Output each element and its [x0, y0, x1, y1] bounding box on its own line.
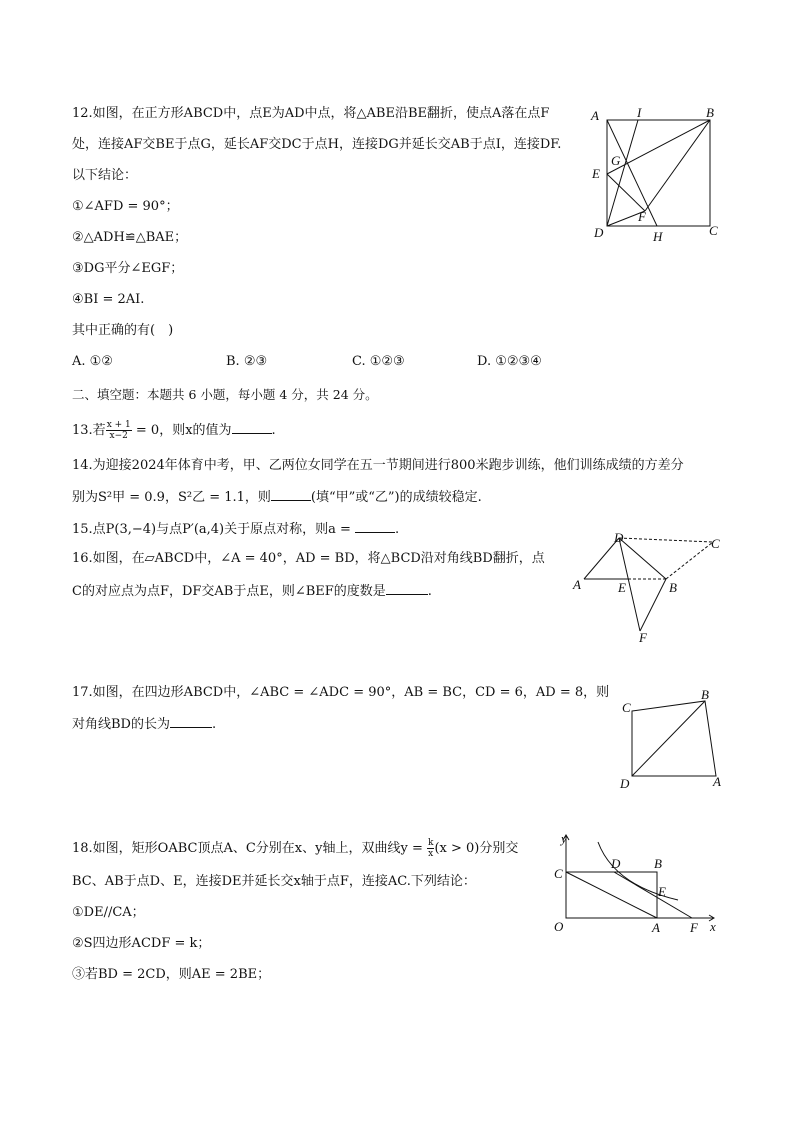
q13-answer-blank[interactable]	[232, 421, 272, 434]
q14-line-1: 14.为迎接2024年体育中考，甲、乙两位女同学在五一节期间进行800米跑步训练，他们训练成绩的方差分	[72, 458, 684, 473]
q18-label-d: D	[611, 856, 621, 871]
q12-line-2: 处，连接AF交BE于点G，延长AF交DC于点H，连接DG并延长交AB于点I，连接DF.	[72, 137, 562, 152]
q18-line-2: BC、AB于点D、E，连接DE并延长交x轴于点F，连接AC.下列结论：	[72, 874, 476, 889]
q18-figure	[548, 830, 728, 940]
q18-label-e: E	[658, 884, 666, 899]
q13-prefix: 13.若	[72, 423, 106, 438]
q12-line-6: ③DG平分∠EGF；	[72, 261, 184, 276]
q18-label-b: B	[654, 856, 662, 871]
q18-label-y: y	[561, 831, 567, 846]
q18-line-4: ②S四边形ACDF = k；	[72, 936, 211, 951]
q14-suffix: (填“甲”或“乙”)的成绩较稳定.	[310, 490, 482, 505]
q12-option-b: B. ②③	[226, 354, 268, 369]
q15-answer-blank[interactable]	[355, 520, 395, 533]
q16-prefix: C的对应点为点F，DF交AB于点E，则∠BEF的度数是	[72, 584, 386, 599]
q16-suffix: .	[427, 584, 432, 599]
q12-line-8: 其中正确的有( )	[72, 323, 174, 338]
q18-line-3: ①DE//CA；	[72, 905, 145, 920]
q16-label-e: E	[618, 580, 626, 595]
q12-label-g: G	[611, 153, 621, 168]
q18-fraction-den: x	[428, 849, 434, 859]
q17-answer-blank[interactable]	[170, 715, 212, 728]
q12-line-5: ②△ADH≌△BAE；	[72, 230, 188, 245]
q18-line-1-prefix: 18.如图，矩形OABC顶点A、C分别在x、y轴上，双曲线y =	[72, 841, 427, 856]
q18-label-c: C	[554, 866, 563, 881]
section-2-heading: 二、填空题：本题共 6 小题，每小题 4 分，共 24 分。	[72, 387, 378, 402]
q16-line-1: 16.如图，在▱ABCD中，∠A = 40°，AD = BD，将△BCD沿对角线BD翻折，点	[72, 551, 545, 566]
q17-label-d: D	[620, 776, 630, 791]
q12-label-b: B	[706, 105, 714, 120]
q16-line-2	[72, 582, 432, 601]
q12-label-i: I	[637, 105, 642, 120]
q18-label-o: O	[554, 919, 564, 934]
q15-suffix: .	[395, 522, 400, 537]
q16-label-a: A	[573, 577, 581, 592]
q18-label-a: A	[652, 920, 660, 935]
q17-label-a: A	[713, 774, 721, 789]
q16-answer-blank[interactable]	[386, 582, 428, 595]
q16-label-f: F	[639, 630, 647, 645]
q12-option-d: D. ①②③④	[477, 354, 542, 369]
q17-label-c: C	[622, 700, 631, 715]
q12-line-4: ①∠AFD = 90°；	[72, 199, 179, 214]
q16-figure	[568, 528, 728, 648]
q17-figure	[612, 684, 732, 794]
q12-label-h: H	[653, 229, 663, 244]
q13-suffix: .	[271, 423, 276, 438]
q12-label-f: F	[638, 209, 646, 224]
q17-line-2	[72, 715, 216, 734]
q13	[72, 420, 276, 441]
q17-prefix: 对角线BD的长为	[72, 717, 170, 732]
q18-fraction-num: k	[427, 838, 434, 848]
q12-label-e: E	[592, 166, 600, 181]
q18-line-5: ③若BD = 2CD，则AE = 2BE；	[72, 967, 271, 982]
q14-prefix: 别为S²甲 = 0.9，S²乙 = 1.1，则	[72, 490, 271, 505]
q12-option-c: C. ①②③	[352, 354, 405, 369]
q14-line-2	[72, 488, 482, 507]
q12-line-7: ④BI = 2AI.	[72, 292, 145, 307]
q18-line-1-suffix: (x > 0)分别交	[434, 841, 519, 856]
q15-prefix: 15.点P(3,−4)与点P′(a,4)关于原点对称，则a =	[72, 522, 356, 537]
q18-line-1	[72, 838, 518, 859]
q12-label-c: C	[709, 223, 718, 238]
q18-label-f: F	[690, 920, 698, 935]
q17-line-1: 17.如图，在四边形ABCD中，∠ABC = ∠ADC = 90°，AB = BC，CD = 6，AD = 8，则	[72, 685, 610, 700]
q12-label-a: A	[591, 108, 599, 123]
q14-answer-blank[interactable]	[271, 488, 311, 501]
q13-fraction-num: x + 1	[106, 420, 131, 430]
q12-figure	[585, 100, 725, 245]
q18-label-x: x	[710, 919, 716, 934]
q12-line-3: 以下结论：	[72, 168, 138, 183]
q17-suffix: .	[211, 717, 217, 732]
q15	[72, 520, 399, 539]
q12-line-1: 12.如图，在正方形ABCD中，点E为AD中点，将△ABE沿BE翻折，使点A落在点F	[72, 106, 550, 121]
q17-label-b: B	[701, 687, 709, 702]
q12-option-a: A. ①②	[72, 354, 113, 369]
q13-fraction	[106, 420, 132, 441]
q16-label-c: C	[711, 536, 720, 551]
q12-label-d: D	[594, 225, 604, 240]
q13-fraction-den: x−2	[109, 431, 128, 441]
q16-label-b: B	[669, 580, 677, 595]
q13-mid: = 0，则x的值为	[131, 423, 232, 438]
q16-label-d: D	[614, 530, 624, 545]
